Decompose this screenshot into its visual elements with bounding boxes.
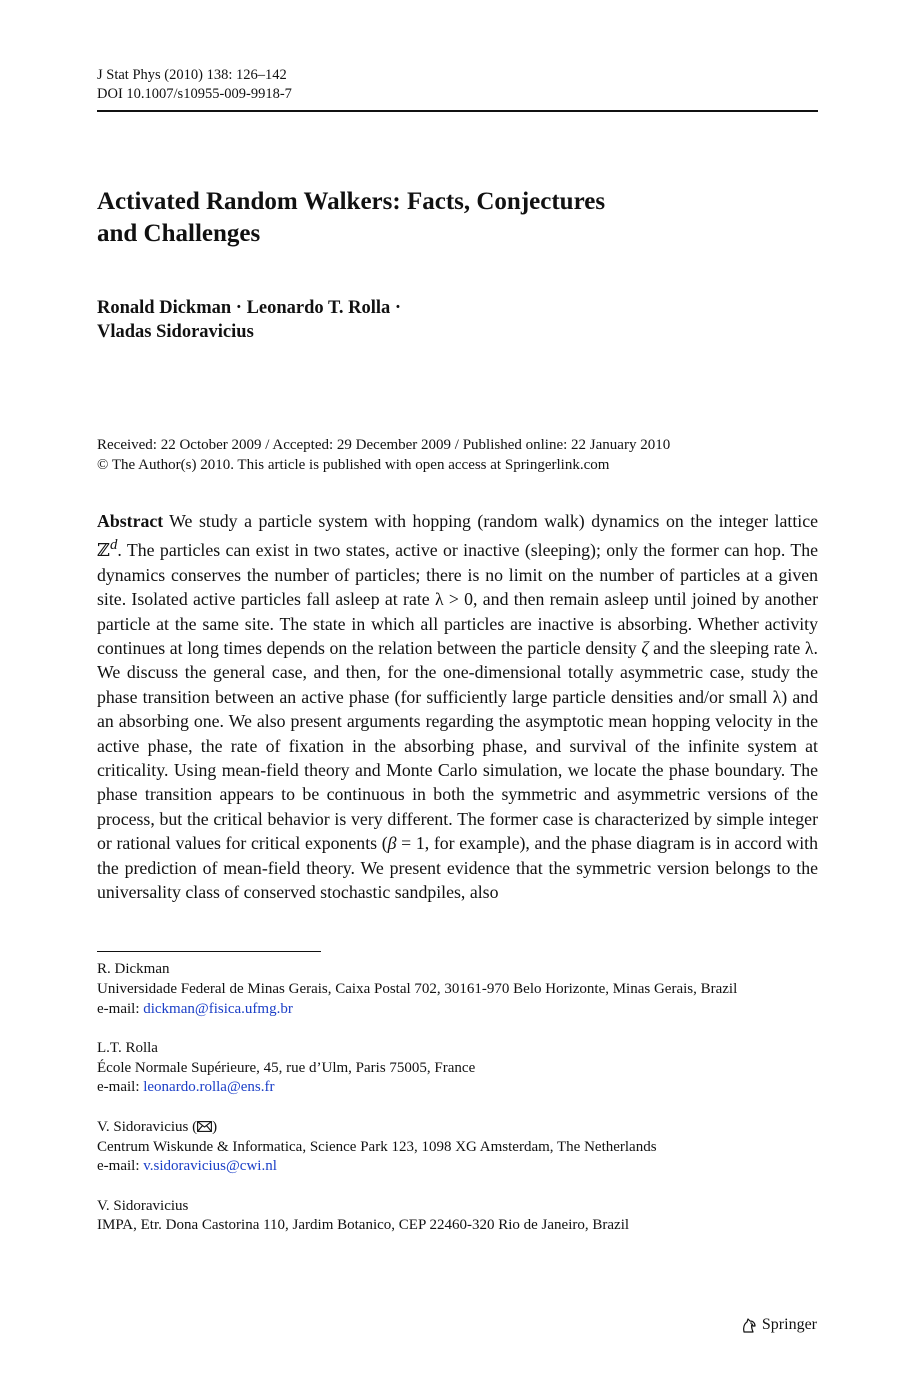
publisher-name: Springer <box>761 1316 817 1333</box>
affiliation-dickman: R. Dickman Universidade Federal de Minas Gerais, Caixa Postal 702, 30161-970 Belo Horizonte, Minas Gerais, Brazil e-mail: dickman@fisica.ufmg.br <box>97 961 738 1017</box>
publisher-logo <box>740 1316 817 1334</box>
email-link[interactable]: dickman@fisica.ufmg.br <box>143 1000 293 1017</box>
affiliation-sidoravicius-impa: V. Sidoravicius IMPA, Etr. Dona Castorina 110, Jardim Botanico, CEP 22460-320 Rio de Janeiro, Brazil <box>97 1197 630 1234</box>
lattice-symbol: ℤ <box>97 540 110 561</box>
paper-page <box>97 66 818 1236</box>
journal-citation: J Stat Phys (2010) 138: 126–142 <box>97 67 287 83</box>
header-rule <box>97 110 818 112</box>
email-link[interactable]: leonardo.rolla@ens.fr <box>143 1079 275 1096</box>
abstract: Abstract We study a particle system with hopping (random walk) dynamics on the integer lattice ℤ$^d$. The particles can exist in two states, active or inactive (sleeping); only the former can hop. The dynamics conserves the number of particles; there is no limit on the number of particles at a given site. Isolated active particles fall asleep at rate λ > 0, and then remain asleep until joined by another particle at the same site. The state in which all particles are inactive is absorbing. Whether activity continues at long times depends on the relation between the particle density ζ and the sleeping rate λ. We discuss the general case, and then, for the one-dimensional totally asymmetric case, study the phase transition between an active phase (for sufficiently large particle densities and/or small λ) and an absorbing one. We also present arguments regarding the asymptotic mean hopping velocity in the active phase, the rate of fixation in the absorbing phase, and survival of the infinite system at criticality. Using mean-field theory and Monte Carlo simulation, we locate the phase boundary. The phase transition appears to be continuous in both the symmetric and asymmetric versions of the process, but the critical behavior is very different. The former case is characterized by simple integer or rational values for critical exponents (β = 1, for example), and the phase diagram is in accord with the prediction of mean-field theory. We present evidence that the symmetric version belongs to the universality class of conserved stochastic sandpiles, also <box>97 511 819 903</box>
beta-symbol: β <box>387 833 397 854</box>
email-link[interactable]: v.sidoravicius@cwi.nl <box>143 1158 277 1175</box>
springer-horse-icon <box>740 1316 758 1334</box>
affiliation-sidoravicius-cwi: V. Sidoravicius ( ) Centrum Wiskunde & Informatica, Science Park 123, 1098 XG Amsterdam, The Netherlands e-mail: v.sidoravicius@cwi.nl <box>97 1118 657 1175</box>
zeta-symbol: ζ <box>641 637 649 658</box>
paper-title: Activated Random Walkers: Facts, Conjectures and Challenges <box>97 188 606 247</box>
history-dates: Received: 22 October 2009 / Accepted: 29 December 2009 / Published online: 22 January 2010 <box>97 437 671 453</box>
author-list: Ronald Dickman · Leonardo T. Rolla · Vladas Sidoravicius <box>97 298 402 342</box>
affiliation-rolla: L.T. Rolla École Normale Supérieure, 45, rue d’Ulm, Paris 75005, France e-mail: leonardo.rolla@ens.fr <box>97 1040 476 1096</box>
footnote-rule <box>97 951 321 952</box>
envelope-icon <box>197 1121 212 1132</box>
abstract-label: Abstract <box>97 511 164 531</box>
running-head <box>97 66 818 104</box>
doi: DOI 10.1007/s10955-009-9918-7 <box>97 86 292 102</box>
publication-dates <box>97 436 818 475</box>
copyright-note: © The Author(s) 2010. This article is published with open access at Springerlink.com <box>97 456 610 473</box>
